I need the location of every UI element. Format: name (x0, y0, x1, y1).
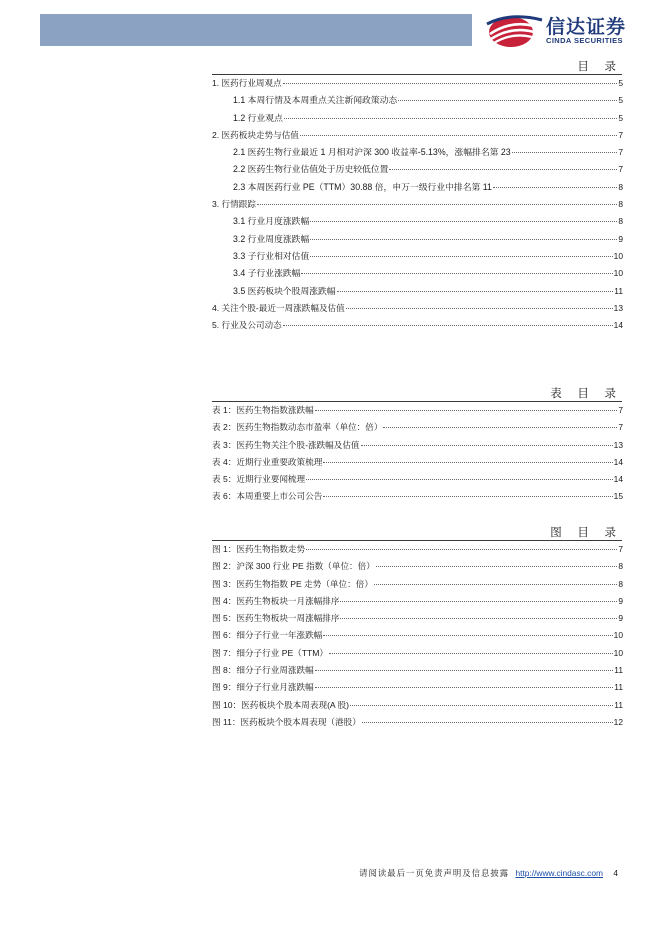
contents-list (212, 75, 623, 334)
toc-entry[interactable]: 2.3 本周医药行业 PE（TTM）30.88 倍，申万一级行业中排名第 11 8 (233, 181, 623, 192)
toc-entry[interactable]: 3.1 行业月度涨跌幅 8 (233, 216, 623, 227)
figure-entry[interactable]: 图 5：医药生物板块一周涨幅排序 9 (212, 613, 623, 624)
dot-leader (283, 325, 613, 326)
disclaimer-text: 请阅读最后一页免责声明及信息披露 (359, 868, 510, 878)
dot-leader (315, 687, 614, 688)
website-link[interactable]: http://www.cindasc.com (515, 868, 603, 878)
toc-entry[interactable]: 2. 医药板块走势与估值 7 (212, 129, 623, 140)
toc-entry[interactable]: 3.3 子行业相对估值 10 (233, 250, 623, 261)
page-number: 4 (613, 868, 618, 878)
dot-leader (284, 118, 617, 119)
dot-leader (346, 308, 613, 309)
table-entry[interactable]: 表 5：近期行业要闻梳理 14 (212, 474, 623, 485)
contents-title: 目 录 (577, 59, 622, 73)
toc-entry[interactable]: 5. 行业及公司动态 14 (212, 320, 623, 331)
table-entry[interactable]: 表 1：医药生物指数涨跌幅 7 (212, 405, 623, 415)
dot-leader (350, 705, 613, 706)
toc-entry[interactable]: 2.2 医药生物行业估值处于历史较低位置 7 (233, 164, 623, 175)
figure-entry[interactable]: 图 7：细分子行业 PE（TTM） 10 (212, 647, 623, 658)
table-entry[interactable]: 表 2：医药生物指数动态市盈率（单位：倍） 7 (212, 422, 623, 433)
dot-leader (283, 83, 618, 84)
toc-entry[interactable]: 3.5 医药板块个股周涨跌幅 11 (233, 285, 623, 296)
dot-leader (512, 152, 618, 153)
dot-leader (374, 584, 617, 585)
figure-entry[interactable]: 图 9：细分子行业月涨跌幅 11 (212, 682, 623, 693)
tables-title: 表 目 录 (550, 386, 622, 400)
page-footer (359, 867, 618, 879)
dot-leader (306, 479, 613, 480)
dot-leader (340, 618, 617, 619)
figure-entry[interactable]: 图 2：沪深 300 行业 PE 指数（单位：倍） 8 (212, 561, 623, 572)
dot-leader (493, 187, 617, 188)
dot-leader (300, 135, 617, 136)
dot-leader (398, 100, 617, 101)
dot-leader (361, 445, 613, 446)
toc-entry[interactable]: 1.1 本周行情及本周重点关注新闻政策动态 5 (233, 95, 623, 106)
figure-entry[interactable]: 图 6：细分子行业一年涨跌幅 10 (212, 630, 623, 641)
dot-leader (257, 204, 617, 205)
dot-leader (376, 566, 617, 567)
toc-entry[interactable]: 3.4 子行业涨跌幅 10 (233, 268, 623, 279)
dot-leader (323, 462, 612, 463)
toc-entry[interactable]: 1. 医药行业周观点 5 (212, 78, 623, 88)
tables-list (212, 402, 623, 506)
dot-leader (310, 221, 617, 222)
toc-entry[interactable]: 1.2 行业观点 5 (233, 112, 623, 123)
toc-entry[interactable]: 3.2 行业周度涨跌幅 9 (233, 233, 623, 244)
table-entry[interactable]: 表 3：医药生物关注个股-涨跌幅及估值 13 (212, 439, 623, 450)
dot-leader (389, 169, 617, 170)
table-entry[interactable]: 表 4：近期行业重要政策梳理 14 (212, 456, 623, 467)
dot-leader (337, 291, 614, 292)
figure-entry[interactable]: 图 1：医药生物指数走势 7 (212, 544, 623, 554)
dot-leader (310, 256, 612, 257)
figures-list (212, 541, 623, 731)
dot-leader (315, 670, 614, 671)
dot-leader (301, 273, 612, 274)
figure-entry[interactable]: 图 10：医药板块个股本周表现(A 股) 11 (212, 699, 623, 710)
dot-leader (323, 496, 612, 497)
brand-logo (484, 10, 644, 50)
dot-leader (310, 239, 617, 240)
dot-leader (362, 722, 613, 723)
dot-leader (306, 549, 617, 550)
dot-leader (329, 653, 613, 654)
dot-leader (315, 410, 618, 411)
figures-title: 图 目 录 (550, 525, 622, 539)
figure-entry[interactable]: 图 11：医药板块个股本周表现（港股） 12 (212, 716, 623, 727)
toc-entry[interactable]: 3. 行情跟踪 8 (212, 199, 623, 210)
toc-entry[interactable]: 4. 关注个股-最近一周涨跌幅及估值 13 (212, 302, 623, 313)
figure-entry[interactable]: 图 4：医药生物板块一月涨幅排序 9 (212, 595, 623, 606)
header-banner (40, 14, 472, 46)
table-entry[interactable]: 表 6：本周重要上市公司公告 15 (212, 491, 623, 502)
brand-name-cn: 信达证券 (546, 16, 627, 38)
dot-leader (340, 601, 617, 602)
toc-entry[interactable]: 2.1 医药生物行业最近 1 月相对沪深 300 收益率-5.13%，涨幅排名第 23 7 (233, 147, 623, 158)
dot-leader (323, 635, 612, 636)
figure-entry[interactable]: 图 8：细分子行业周涨跌幅 11 (212, 665, 623, 676)
cinda-logo-icon (484, 10, 546, 50)
figure-entry[interactable]: 图 3：医药生物指数 PE 走势（单位：倍） 8 (212, 578, 623, 589)
brand-name-en: CINDA SECURITIES (546, 36, 623, 45)
dot-leader (383, 427, 617, 428)
